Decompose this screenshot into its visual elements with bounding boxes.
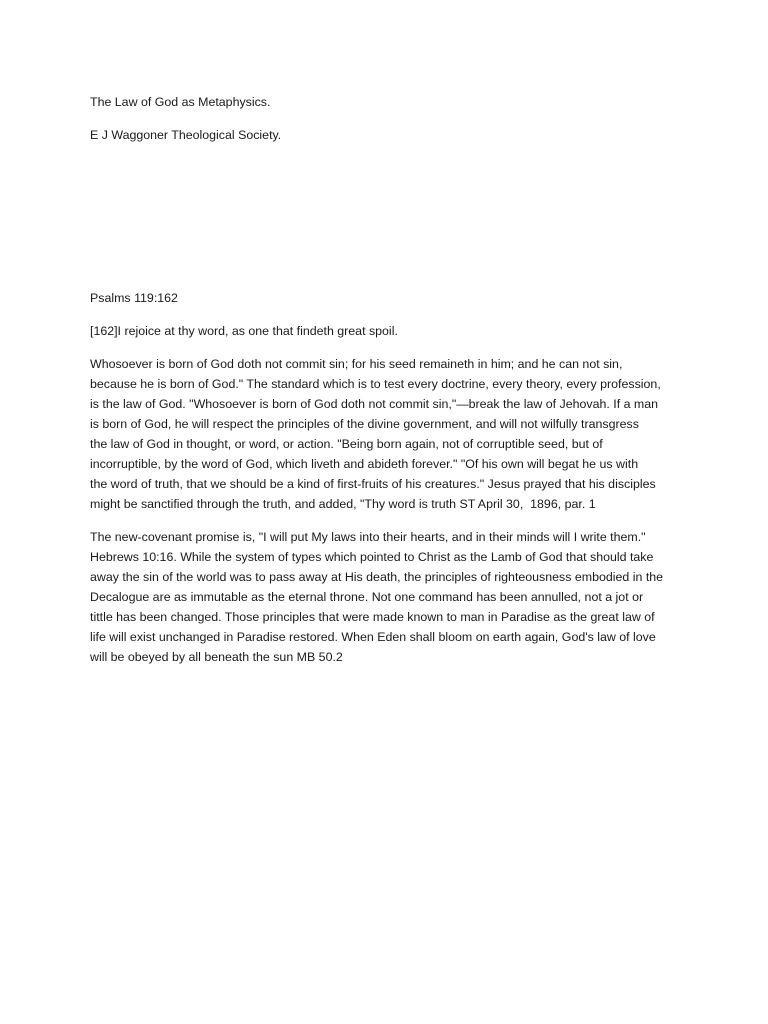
paragraph-line: the word of truth, that we should be a kind of first-fruits of his creatures." Jesus prayed that his disciples [90, 477, 656, 491]
paragraph-line: away the sin of the world was to pass away at His death, the principles of righteousness embodied in the [90, 570, 664, 584]
paragraph-line: Decalogue are as immutable as the eternal throne. Not one command has been annulled, not a jot or [90, 590, 644, 604]
paragraph-2 [90, 527, 678, 667]
society-name: E J Waggoner Theological Society. [90, 128, 282, 142]
paragraph-line: will be obeyed by all beneath the sun MB 50.2 [90, 650, 343, 664]
paragraph-line: tittle has been changed. Those principles that were made known to man in Paradise as the great law of [90, 610, 655, 624]
paragraph-line: is born of God, he will respect the principles of the divine government, and will not wilfully transgress [90, 417, 639, 431]
paragraph-line: because he is born of God." The standard which is to test every doctrine, every theory, every profession, [90, 377, 661, 391]
psalm-reference: Psalms 119:162 [90, 291, 178, 305]
paragraph-line: might be sanctified through the truth, and added, "Thy word is truth ST April 30, 1896, par. 1 [90, 497, 596, 511]
paragraph-line: life will exist unchanged in Paradise restored. When Eden shall bloom on earth again, God's law of love [90, 630, 656, 644]
paragraph-line: incorruptible, by the word of God, which liveth and abideth forever." "Of his own will begat he us with [90, 457, 639, 471]
document-title: The Law of God as Metaphysics. [90, 95, 271, 109]
paragraph-line: Hebrews 10:16. While the system of types which pointed to Christ as the Lamb of God that should take [90, 550, 654, 564]
paragraph-line: Whosoever is born of God doth not commit sin; for his seed remaineth in him; and he can not sin, [90, 357, 623, 371]
paragraph-line: is the law of God. "Whosoever is born of God doth not commit sin,"—break the law of Jehovah. If a man [90, 397, 659, 411]
paragraph-line: the law of God in thought, or word, or action. "Being born again, not of corruptible seed, but of [90, 437, 603, 451]
paragraph-1 [90, 354, 678, 514]
paragraph-line: The new-covenant promise is, "I will put My laws into their hearts, and in their minds will I write them." [90, 530, 646, 544]
verse-text: [162]I rejoice at thy word, as one that findeth great spoil. [90, 324, 398, 338]
